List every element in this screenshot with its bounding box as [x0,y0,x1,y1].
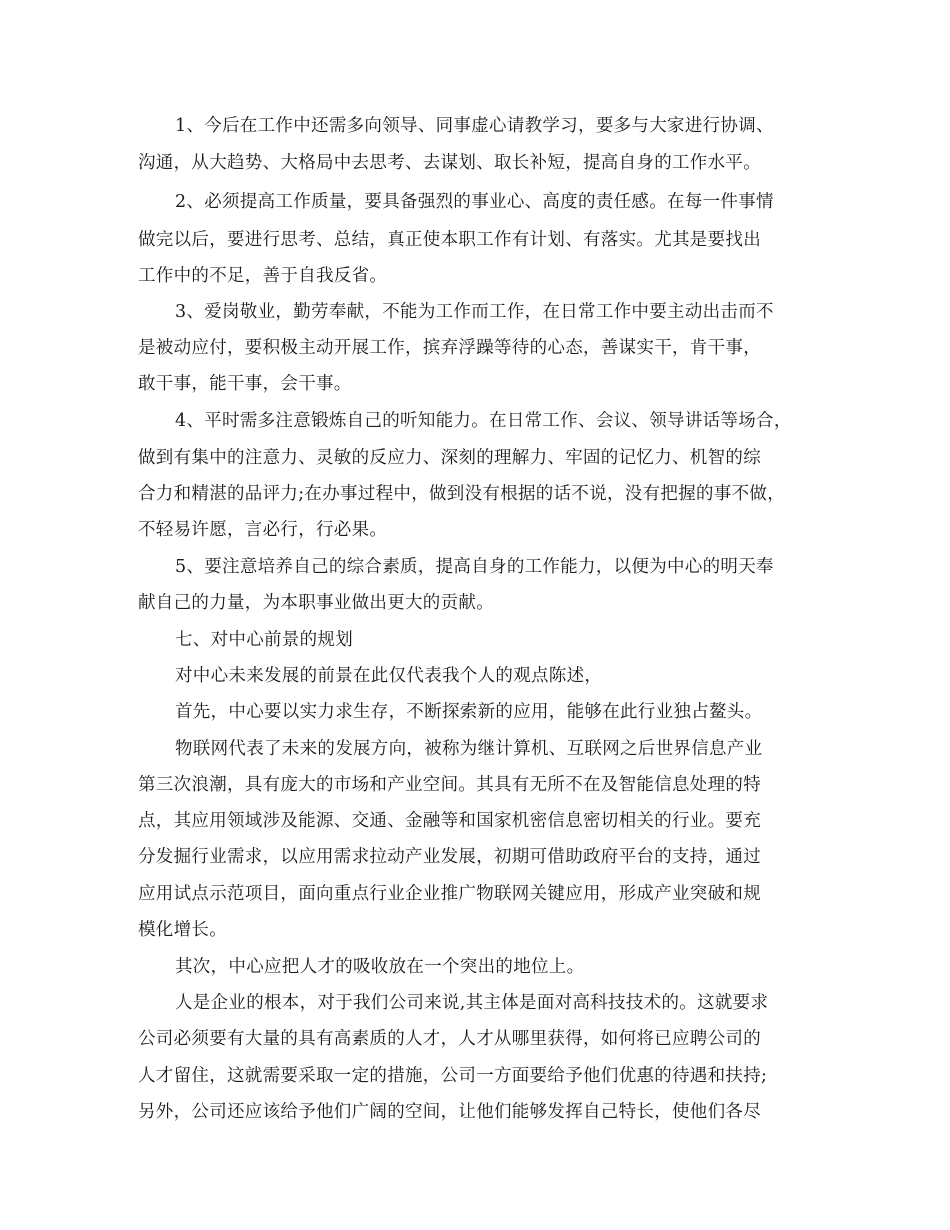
text-line: 2、必须提高工作质量，要具备强烈的事业心、高度的责任感。在每一件事情 [175,192,774,212]
text-line: 另外，公司还应该给予他们广阔的空间，让他们能够发挥自己特长，使他们各尽 [138,1102,761,1122]
text-line: 4、平时需多注意锻炼自己的听知能力。在日常工作、会议、领导讲话等场合， [175,411,792,431]
text-line: 七、对中心前景的规划 [175,630,353,650]
text-line: 应用试点示范项目，面向重点行业企业推广物联网关键应用，形成产业突破和规 [138,884,761,904]
text-line: 物联网代表了未来的发展方向，被称为继计算机、互联网之后世界信息产业 [175,739,763,759]
text-line: 首先，中心要以实力求生存，不断探索新的应用，能够在此行业独占鳌头。 [175,702,763,722]
text-line: 人才留住，这就需要采取一定的措施，公司一方面要给予他们优惠的待遇和扶持; [138,1066,768,1086]
text-line: 合力和精湛的品评力;在办事过程中，做到没有根据的话不说，没有把握的事不做， [138,484,785,504]
text-line: 公司必须要有大量的具有高素质的人才，人才从哪里获得，如何将已应聘公司的 [138,1029,761,1049]
text-line: 5、要注意培养自己的综合素质，提高自身的工作能力，以便为中心的明天奉 [175,557,774,577]
text-line: 其次，中心应把人才的吸收放在一个突出的地位上。 [175,957,585,977]
text-line: 做完以后，要进行思考、总结，真正使本职工作有计划、有落实。尤其是要找出 [138,230,761,250]
text-line: 第三次浪潮，具有庞大的市场和产业空间。其具有无所不在及智能信息处理的特 [138,775,761,795]
text-line: 3、爱岗敬业，勤劳奉献，不能为工作而工作，在日常工作中要主动出击而不 [175,302,774,322]
text-line: 模化增长。 [138,920,227,940]
text-line: 分发掘行业需求，以应用需求拉动产业发展，初期可借助政府平台的支持，通过 [138,847,761,867]
text-line: 点，其应用领域涉及能源、交通、金融等和国家机密信息密切相关的行业。要充 [138,811,761,831]
text-line: 是被动应付，要积极主动开展工作，摈弃浮躁等待的心态，善谋实干，肯干事， [138,338,761,358]
text-line: 不轻易许愿，言必行，行必果。 [138,520,388,540]
text-line: 沟通，从大趋势、大格局中去思考、去谋划、取长补短，提高自身的工作水平。 [138,153,761,173]
text-line: 人是企业的根本，对于我们公司来说,其主体是面对高科技技术的。这就要求 [175,993,769,1013]
text-line: 献自己的力量，为本职事业做出更大的贡献。 [138,593,494,613]
text-line: 敢干事，能干事，会干事。 [138,374,352,394]
text-line: 做到有集中的注意力、灵敏的反应力、深刻的理解力、牢固的记忆力、机智的综 [138,448,761,468]
text-line: 工作中的不足，善于自我反省。 [138,266,388,286]
text-line: 1、今后在工作中还需多向领导、同事虚心请教学习，要多与大家进行协调、 [175,116,774,136]
text-line: 对中心未来发展的前景在此仅代表我个人的观点陈述， [175,666,603,686]
